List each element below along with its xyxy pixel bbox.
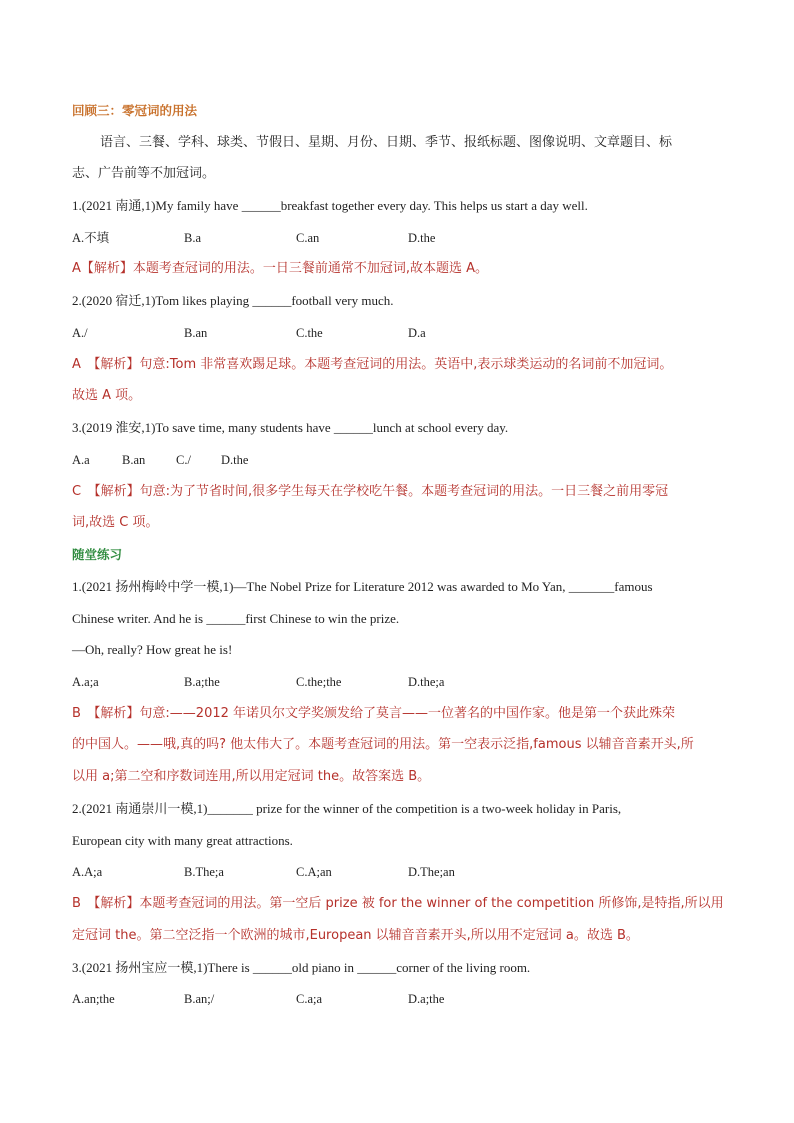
option-a: A.an;the [72,992,115,1006]
answer-explanation: A【解析】本题考查冠词的用法。一日三餐前通常不加冠词,故本题选 A。 [72,261,489,276]
option-b: B.The;a [184,865,224,879]
option-c: C.a;a [296,992,323,1006]
question-stem: 3.(2019 淮安,1)To save time, many students have ______lunch at school every day. [72,420,509,435]
option-d: D.The;an [408,865,455,879]
option-b: B.an [122,453,146,467]
option-a: A.a;a [72,675,99,689]
question-stem: 2.(2021 南通崇川一模,1)_______ prize for the winner of the competition is a two-week holiday in Paris, [72,801,622,816]
intro-line-1: 语言、三餐、学科、球类、节假日、星期、月份、日期、季节、报纸标题、图像说明、文章题目、标 [100,135,673,150]
option-d: D.a [408,326,426,340]
answer-explanation: B 【解析】句意:——2012 年诺贝尔文学奖颁发给了莫言——一位著名的中国作家。他是第一个获此殊荣 [72,706,676,721]
option-d: D.the [221,453,249,467]
question-stem: 1.(2021 扬州梅岭中学一模,1)—The Nobel Prize for Literature 2012 was awarded to Mo Yan, _______famous [72,579,653,594]
option-a: A./ [72,326,88,340]
answer-explanation-cont: 故选 A 项。 [72,388,142,403]
question-stem-cont: —Oh, really? How great he is! [72,642,233,657]
option-c: C.an [296,231,320,245]
option-c: C.the [296,326,323,340]
answer-explanation-cont: 以用 a;第二空和序数词连用,所以用定冠词 the。故答案选 B。 [72,769,431,784]
intro-line-2: 志、广告前等不加冠词。 [72,166,216,181]
option-a: A.A;a [72,865,103,879]
question-stem: 3.(2021 扬州宝应一模,1)There is ______old piano in ______corner of the living room. [72,960,531,975]
option-c: C.A;an [296,865,332,879]
option-a: A.a [72,453,90,467]
answer-explanation: B 【解析】本题考查冠词的用法。第一空后 prize 被 for the winner of the competition 所修饰,是特指,所以用 [72,896,724,911]
practice-heading: 随堂练习 [72,547,123,562]
question-stem-cont: Chinese writer. And he is ______first Chinese to win the prize. [72,611,400,626]
option-a: A.不填 [72,231,110,245]
answer-explanation: A 【解析】句意:Tom 非常喜欢踢足球。本题考查冠词的用法。英语中,表示球类运动的名词前不加冠词。 [72,357,673,372]
answer-explanation: C 【解析】句意:为了节省时间,很多学生每天在学校吃午餐。本题考查冠词的用法。一日三餐之前用零冠 [72,484,669,499]
section-heading-zero-article: 回顾三：零冠词的用法 [72,103,198,118]
option-b: B.a [184,231,202,245]
option-b: B.a;the [184,675,220,689]
option-d: D.a;the [408,992,445,1006]
option-b: B.an [184,326,208,340]
option-d: D.the [408,231,436,245]
answer-explanation-cont: 词,故选 C 项。 [72,515,159,530]
option-c: C.the;the [296,675,342,689]
question-stem: 2.(2020 宿迁,1)Tom likes playing ______football very much. [72,293,394,308]
question-stem: 1.(2021 南通,1)My family have ______breakfast together every day. This helps us start a day well. [72,198,588,213]
question-stem-cont: European city with many great attractions. [72,833,293,848]
option-d: D.the;a [408,675,445,689]
option-c: C./ [176,453,191,467]
answer-explanation-cont: 的中国人。——哦,真的吗? 他太伟大了。本题考查冠词的用法。第一空表示泛指,famous 以辅音音素开头,所 [72,737,694,752]
answer-explanation-cont: 定冠词 the。第二空泛指一个欧洲的城市,European 以辅音音素开头,所以用不定冠词 a。故选 B。 [72,928,639,943]
option-b: B.an;/ [184,992,215,1006]
